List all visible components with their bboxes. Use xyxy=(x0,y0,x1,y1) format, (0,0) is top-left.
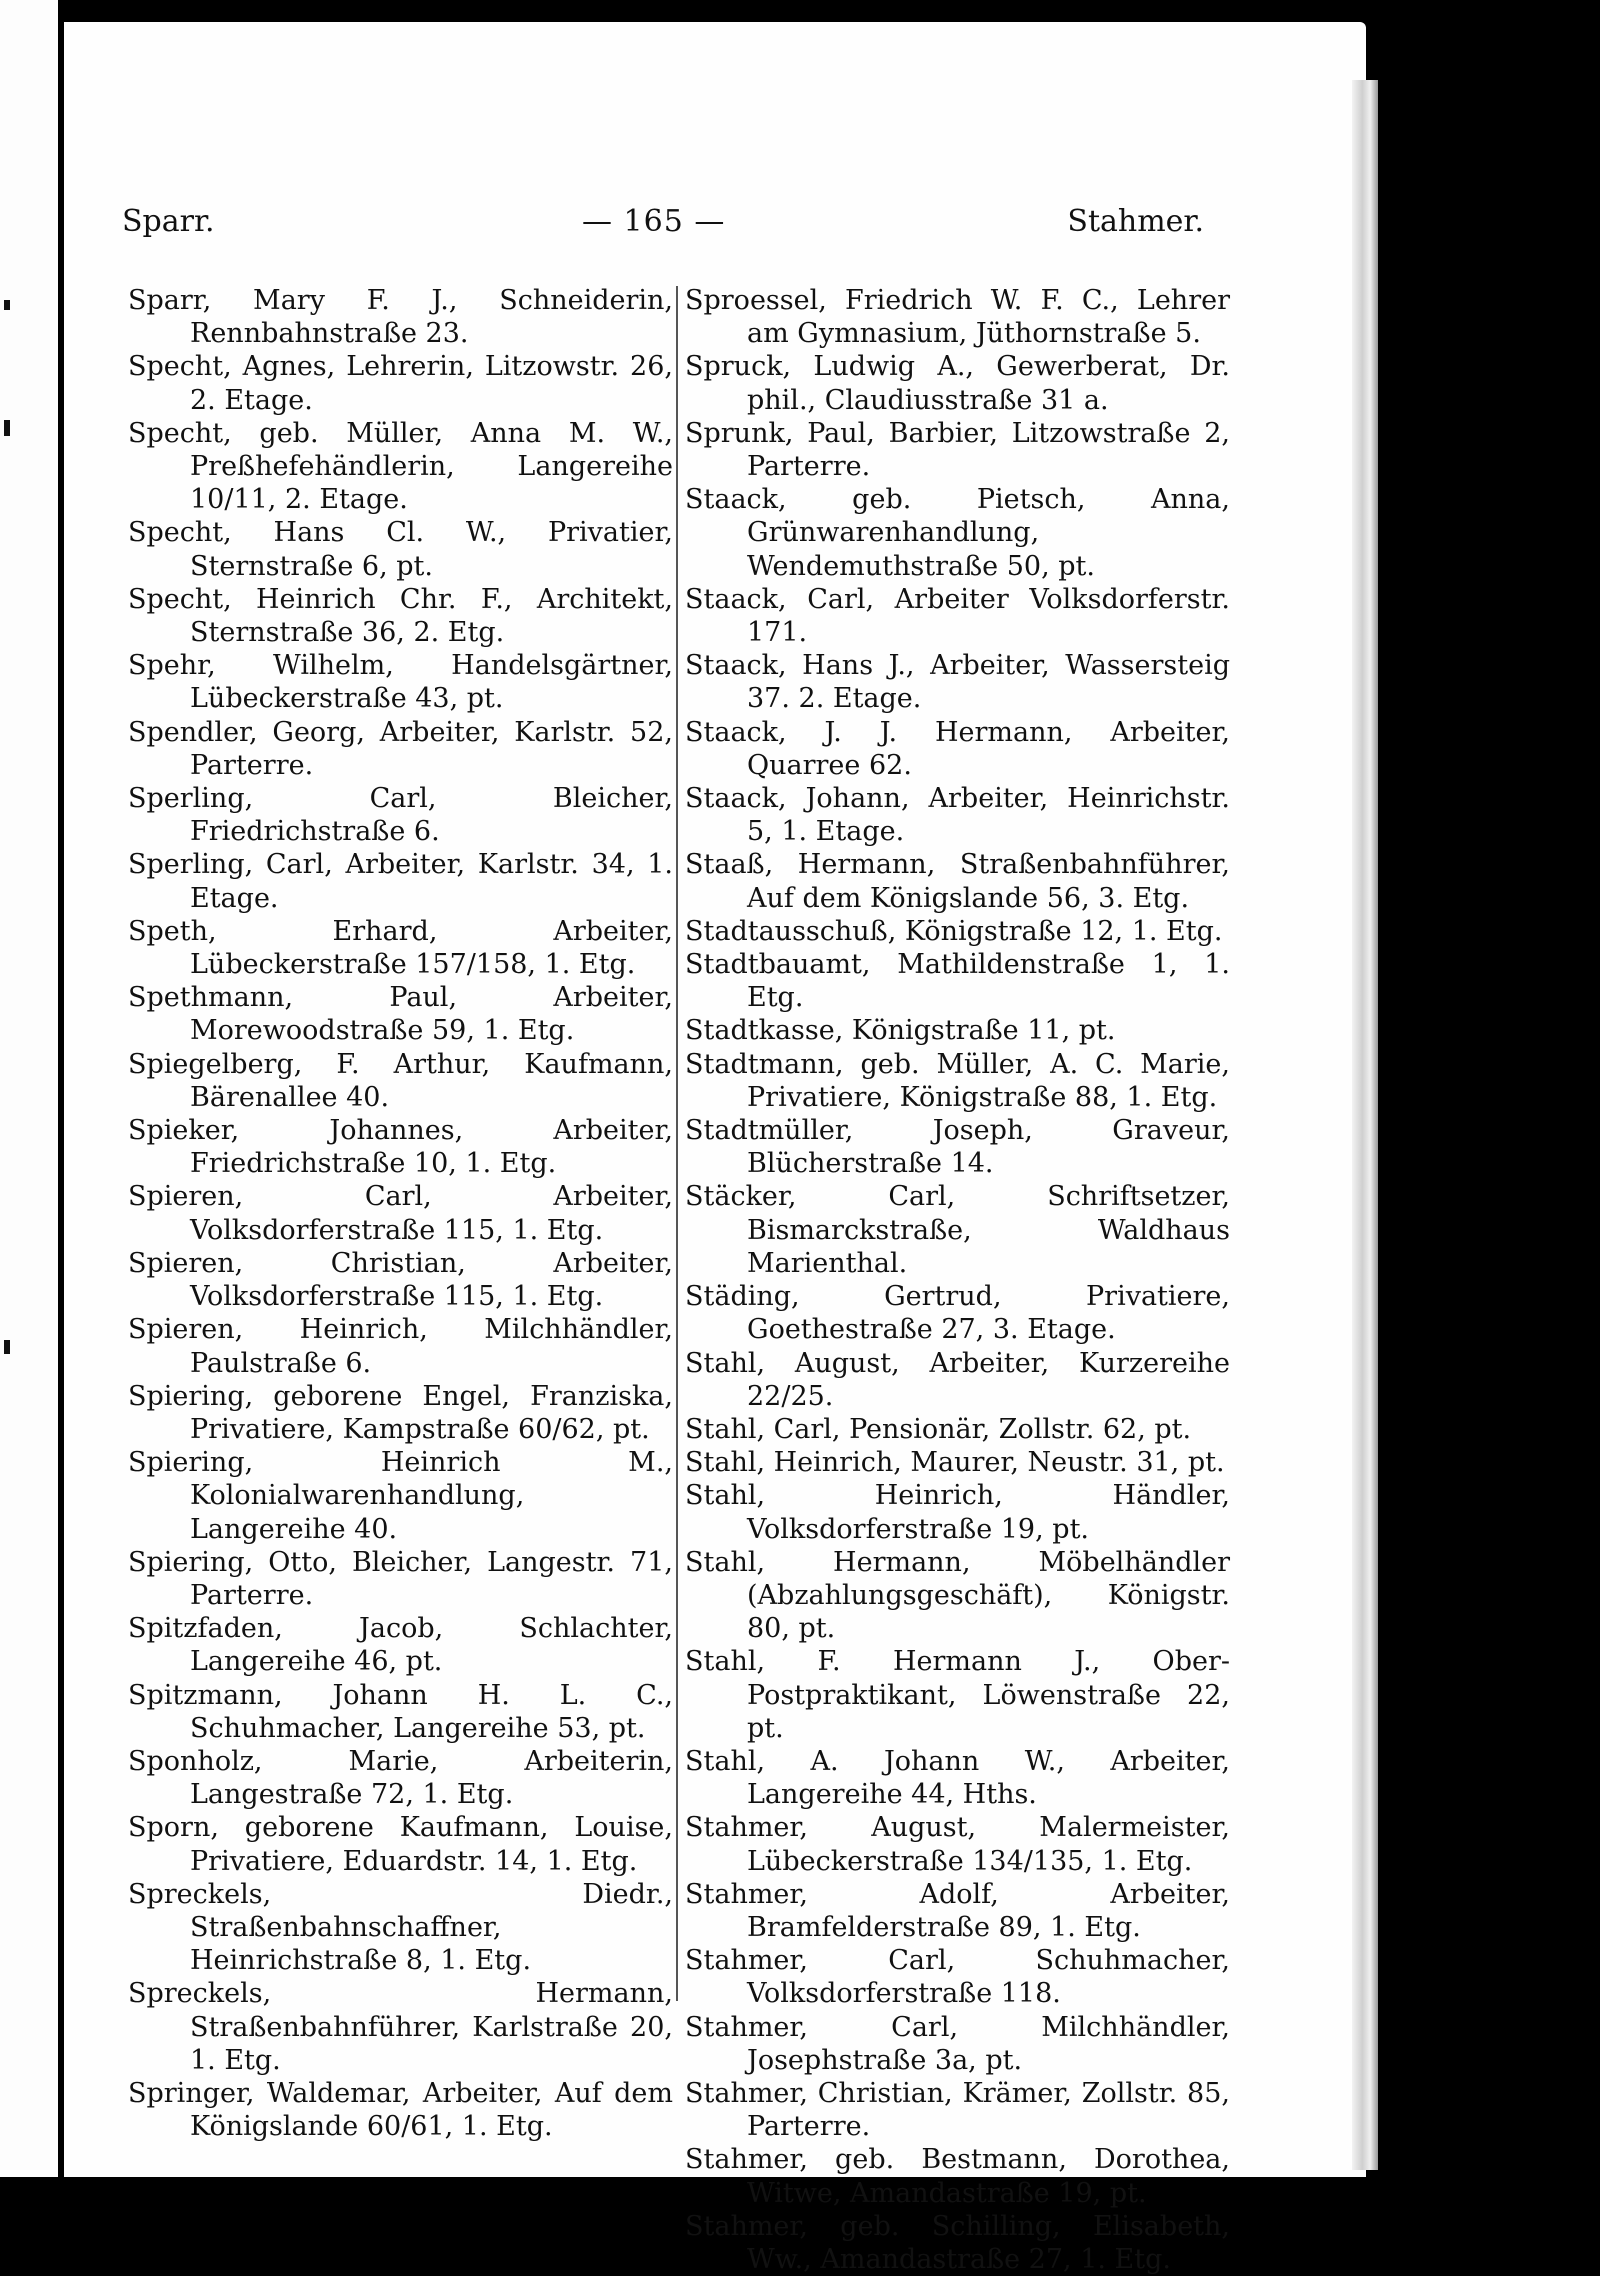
directory-entry: Sperling, Carl, Bleicher, Friedrichstraße 6. xyxy=(128,783,673,848)
directory-entry: Spiering, Heinrich M., Kolonialwarenhandlung, Langereihe 40. xyxy=(128,1447,673,1545)
directory-entry: Spreckels, Hermann, Straßenbahnführer, Karlstraße 20, 1. Etg. xyxy=(128,1978,673,2076)
directory-entry: Spruck, Ludwig A., Gewerberat, Dr. phil., Claudiusstraße 31 a. xyxy=(685,351,1230,416)
directory-entry: Stadtmüller, Joseph, Graveur, Blücherstraße 14. xyxy=(685,1115,1230,1180)
directory-entry: Stahmer, Carl, Milchhändler, Josephstraße 3a, pt. xyxy=(685,2011,1230,2076)
directory-entry: Sproessel, Friedrich W. F. C., Lehrer am Gymnasium, Jüthornstraße 5. xyxy=(685,285,1230,350)
directory-entry: Specht, Agnes, Lehrerin, Litzowstr. 26, 2. Etage. xyxy=(128,351,673,416)
directory-entry: Sprunk, Paul, Barbier, Litzowstraße 2, Parterre. xyxy=(685,417,1230,483)
directory-entry: Spitzfaden, Jacob, Schlachter, Langereihe 46, pt. xyxy=(128,1613,673,1678)
directory-entry: Stahl, A. Johann W., Arbeiter, Langereihe 44, Hths. xyxy=(685,1745,1230,1811)
directory-entry: Staack, geb. Pietsch, Anna, Grünwarenhandlung, Wendemuthstraße 50, pt. xyxy=(685,484,1230,582)
column-divider xyxy=(676,286,678,2001)
directory-entry: Sparr, Mary F. J., Schneiderin, Rennbahnstraße 23. xyxy=(128,285,673,350)
directory-entry: Stäcker, Carl, Schriftsetzer, Bismarckstraße, Waldhaus Marienthal. xyxy=(685,1181,1230,1279)
edge-mark xyxy=(4,420,10,436)
directory-entry: Staack, Carl, Arbeiter Volksdorferstr. 171. xyxy=(685,583,1230,649)
directory-entry: Spiering, geborene Engel, Franziska, Privatiere, Kampstraße 60/62, pt. xyxy=(128,1380,673,1445)
directory-entry: Spieren, Heinrich, Milchhändler, Paulstraße 6. xyxy=(128,1314,673,1379)
edge-mark xyxy=(4,300,10,310)
directory-entry: Stahl, Heinrich, Maurer, Neustr. 31, pt. xyxy=(685,1447,1225,1479)
header-left-keyword: Sparr. xyxy=(122,204,215,239)
page-gutter-shadow xyxy=(1352,80,1378,2170)
directory-entry: Stadtmann, geb. Müller, A. C. Marie, Privatiere, Königstraße 88, 1. Etg. xyxy=(685,1048,1230,1113)
directory-entry: Speth, Erhard, Arbeiter, Lübeckerstraße 157/158, 1. Etg. xyxy=(128,915,673,981)
directory-entry: Sporn, geborene Kaufmann, Louise, Privatiere, Eduardstr. 14, 1. Etg. xyxy=(128,1812,673,1877)
directory-entry: Spreckels, Diedr., Straßenbahnschaffner, Heinrichstraße 8, 1. Etg. xyxy=(128,1878,673,1977)
directory-entry: Stadtkasse, Königstraße 11, pt. xyxy=(685,1015,1116,1047)
directory-entry: Spieren, Christian, Arbeiter, Volksdorferstraße 115, 1. Etg. xyxy=(128,1247,673,1313)
directory-entry: Städing, Gertrud, Privatiere, Goethestraße 27, 3. Etage. xyxy=(685,1281,1230,1346)
directory-entry: Stahl, Hermann, Möbelhändler (Abzahlungsgeschäft), Königstr. 80, pt. xyxy=(685,1546,1230,1645)
directory-entry: Spieker, Johannes, Arbeiter, Friedrichstraße 10, 1. Etg. xyxy=(128,1115,673,1180)
adjacent-page-edge xyxy=(0,0,58,2177)
directory-entry: Specht, Heinrich Chr. F., Architekt, Sternstraße 36, 2. Etg. xyxy=(128,583,673,649)
directory-entry: Spethmann, Paul, Arbeiter, Morewoodstraße 59, 1. Etg. xyxy=(128,982,673,1047)
directory-entry: Staack, Hans J., Arbeiter, Wassersteig 37. 2. Etage. xyxy=(685,650,1230,715)
directory-entry: Stahl, Carl, Pensionär, Zollstr. 62, pt. xyxy=(685,1413,1192,1445)
directory-entry: Stahmer, Christian, Krämer, Zollstr. 85, Parterre. xyxy=(685,2077,1230,2143)
directory-entry: Staack, J. J. Hermann, Arbeiter, Quarree 62. xyxy=(685,716,1230,781)
directory-entry: Stahmer, geb. Bestmann, Dorothea, Witwe, Amandastraße 19, pt. xyxy=(685,2144,1230,2209)
directory-entry: Staaß, Hermann, Straßenbahnführer, Auf dem Königslande 56, 3. Etg. xyxy=(685,849,1230,914)
directory-entry: Spehr, Wilhelm, Handelsgärtner, Lübeckerstraße 43, pt. xyxy=(128,650,673,715)
directory-entry: Specht, Hans Cl. W., Privatier, Sternstraße 6, pt. xyxy=(128,517,673,582)
directory-entry: Stahmer, Carl, Schuhmacher, Volksdorferstraße 118. xyxy=(685,1945,1230,2010)
directory-entry: Spiering, Otto, Bleicher, Langestr. 71, Parterre. xyxy=(128,1546,673,1611)
left-column xyxy=(128,284,673,2143)
directory-entry: Spitzmann, Johann H. L. C., Schuhmacher, Langereihe 53, pt. xyxy=(128,1679,673,1744)
directory-entry: Springer, Waldemar, Arbeiter, Auf dem Königslande 60/61, 1. Etg. xyxy=(128,2077,673,2143)
directory-entry: Stahmer, geb. Schilling, Elisabeth, Ww., Amandastraße 27, 1. Etg. xyxy=(685,2210,1230,2275)
right-column xyxy=(685,284,1230,2276)
directory-entry: Stahl, F. Hermann J., Ober-Postpraktikant, Löwenstraße 22, pt. xyxy=(685,1646,1230,1744)
directory-entry: Stahmer, August, Malermeister, Lübeckerstraße 134/135, 1. Etg. xyxy=(685,1812,1230,1877)
directory-entry: Sperling, Carl, Arbeiter, Karlstr. 34, 1. Etage. xyxy=(128,849,673,914)
edge-mark xyxy=(4,1340,10,1354)
directory-entry: Staack, Johann, Arbeiter, Heinrichstr. 5, 1. Etage. xyxy=(685,783,1230,848)
directory-entry: Stahl, August, Arbeiter, Kurzereihe 22/25. xyxy=(685,1347,1230,1412)
directory-entry: Specht, geb. Müller, Anna M. W., Preßhefehändlerin, Langereihe 10/11, 2. Etage. xyxy=(128,417,673,516)
directory-entry: Spieren, Carl, Arbeiter, Volksdorferstraße 115, 1. Etg. xyxy=(128,1181,673,1246)
directory-entry: Stahmer, Adolf, Arbeiter, Bramfelderstraße 89, 1. Etg. xyxy=(685,1878,1230,1943)
directory-entry: Stadtbauamt, Mathildenstraße 1, 1. Etg. xyxy=(685,949,1230,1014)
directory-entry: Stahl, Heinrich, Händler, Volksdorferstraße 19, pt. xyxy=(685,1480,1230,1545)
header-right-keyword: Stahmer. xyxy=(1067,204,1204,239)
directory-entry: Spendler, Georg, Arbeiter, Karlstr. 52, Parterre. xyxy=(128,716,673,781)
directory-entry: Spiegelberg, F. Arthur, Kaufmann, Bärenallee 40. xyxy=(128,1048,673,1113)
directory-entry: Sponholz, Marie, Arbeiterin, Langestraße 72, 1. Etg. xyxy=(128,1745,673,1811)
directory-entry: Stadtausschuß, Königstraße 12, 1. Etg. xyxy=(685,915,1223,947)
running-header xyxy=(122,204,1204,248)
page-number: — 165 — xyxy=(582,204,726,239)
